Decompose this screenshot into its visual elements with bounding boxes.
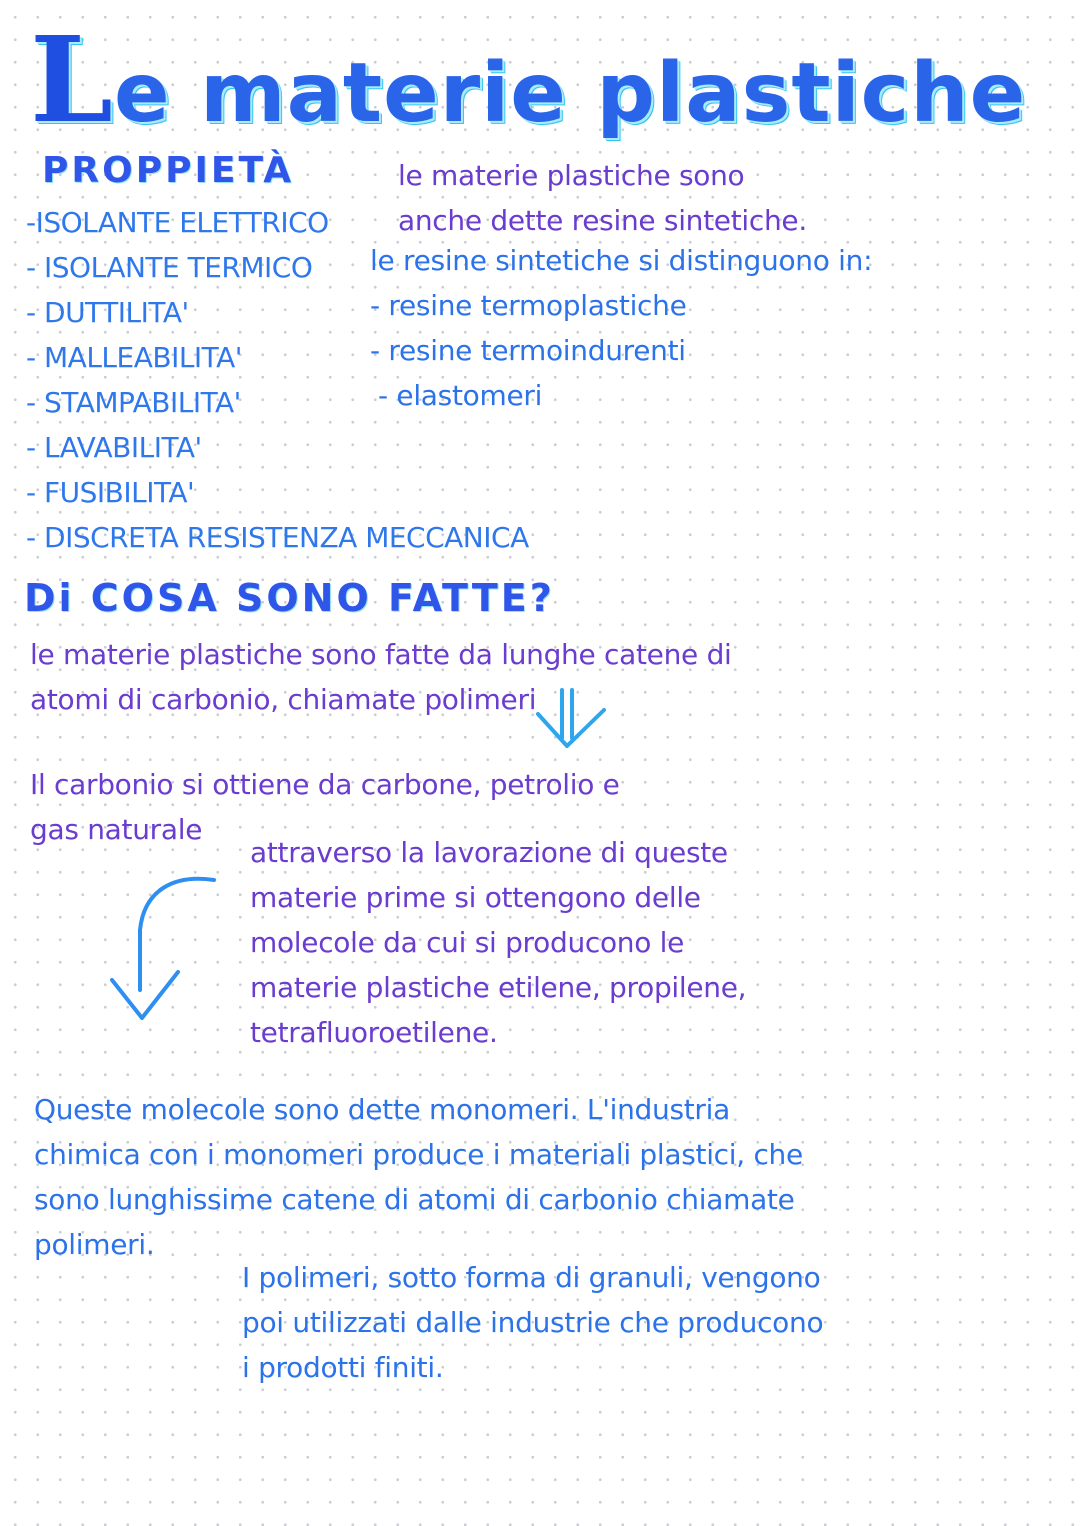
resins-intro	[398, 153, 807, 243]
composition-line: le materie plastiche sono fatte da lunghe catene di	[30, 638, 732, 671]
resins-intro-line: anche dette resine sintetiche.	[398, 204, 807, 237]
polymers-line: i prodotti finiti.	[242, 1351, 444, 1384]
property-item: -ISOLANTE ELETTRICO	[26, 206, 329, 239]
title-initial: L	[30, 10, 114, 149]
title-rest: e materie plastiche	[113, 46, 1027, 141]
property-item: - MALLEABILITA'	[26, 341, 242, 374]
property-item: - STAMPABILITA'	[26, 386, 241, 419]
resins-intro-line: le materie plastiche sono	[398, 159, 745, 192]
processing-text	[250, 830, 746, 1055]
curved-down-arrow-icon	[104, 870, 224, 1026]
composition-text	[30, 632, 732, 722]
resin-type: - resine termoindurenti	[370, 334, 686, 367]
processing-line: materie plastiche etilene, propilene,	[250, 971, 747, 1004]
page-title	[30, 10, 1026, 149]
resin-type: - elastomeri	[378, 379, 543, 412]
composition-line: atomi di carbonio, chiamate polimeri	[30, 683, 537, 716]
processing-line: tetrafluoroetilene.	[250, 1016, 498, 1049]
polymers-line: poi utilizzati dalle industrie che producono	[242, 1306, 824, 1339]
property-item: - FUSIBILITA'	[26, 476, 195, 509]
double-down-arrow-icon	[532, 686, 612, 752]
properties-heading: PROPPIETÀ	[42, 150, 295, 191]
resins-types	[370, 283, 687, 418]
monomers-line: polimeri.	[34, 1228, 155, 1261]
processing-line: attraverso la lavorazione di queste	[250, 836, 728, 869]
composition-heading: Di COSA SONO FATTE?	[24, 576, 555, 620]
property-item: - LAVABILITA'	[26, 431, 202, 464]
polymers-text	[242, 1255, 823, 1390]
processing-line: molecole da cui si producono le	[250, 926, 685, 959]
property-item: - ISOLANTE TERMICO	[26, 251, 313, 284]
polymers-line: I polimeri, sotto forma di granuli, vengono	[242, 1261, 821, 1294]
carbon-line: gas naturale	[30, 813, 203, 846]
resins-distinction: le resine sintetiche si distinguono in:	[370, 244, 873, 277]
property-item: - DISCRETA RESISTENZA MECCANICA	[26, 521, 529, 554]
processing-line: materie prime si ottengono delle	[250, 881, 701, 914]
monomers-line: sono lunghissime catene di atomi di carbonio chiamate	[34, 1183, 795, 1216]
monomers-line: Queste molecole sono dette monomeri. L'industria	[34, 1093, 730, 1126]
property-item: - DUTTILITA'	[26, 296, 189, 329]
monomers-line: chimica con i monomeri produce i materiali plastici, che	[34, 1138, 803, 1171]
monomers-text	[34, 1087, 803, 1267]
carbon-line: Il carbonio si ottiene da carbone, petrolio e	[30, 768, 620, 801]
resin-type: - resine termoplastiche	[370, 289, 687, 322]
